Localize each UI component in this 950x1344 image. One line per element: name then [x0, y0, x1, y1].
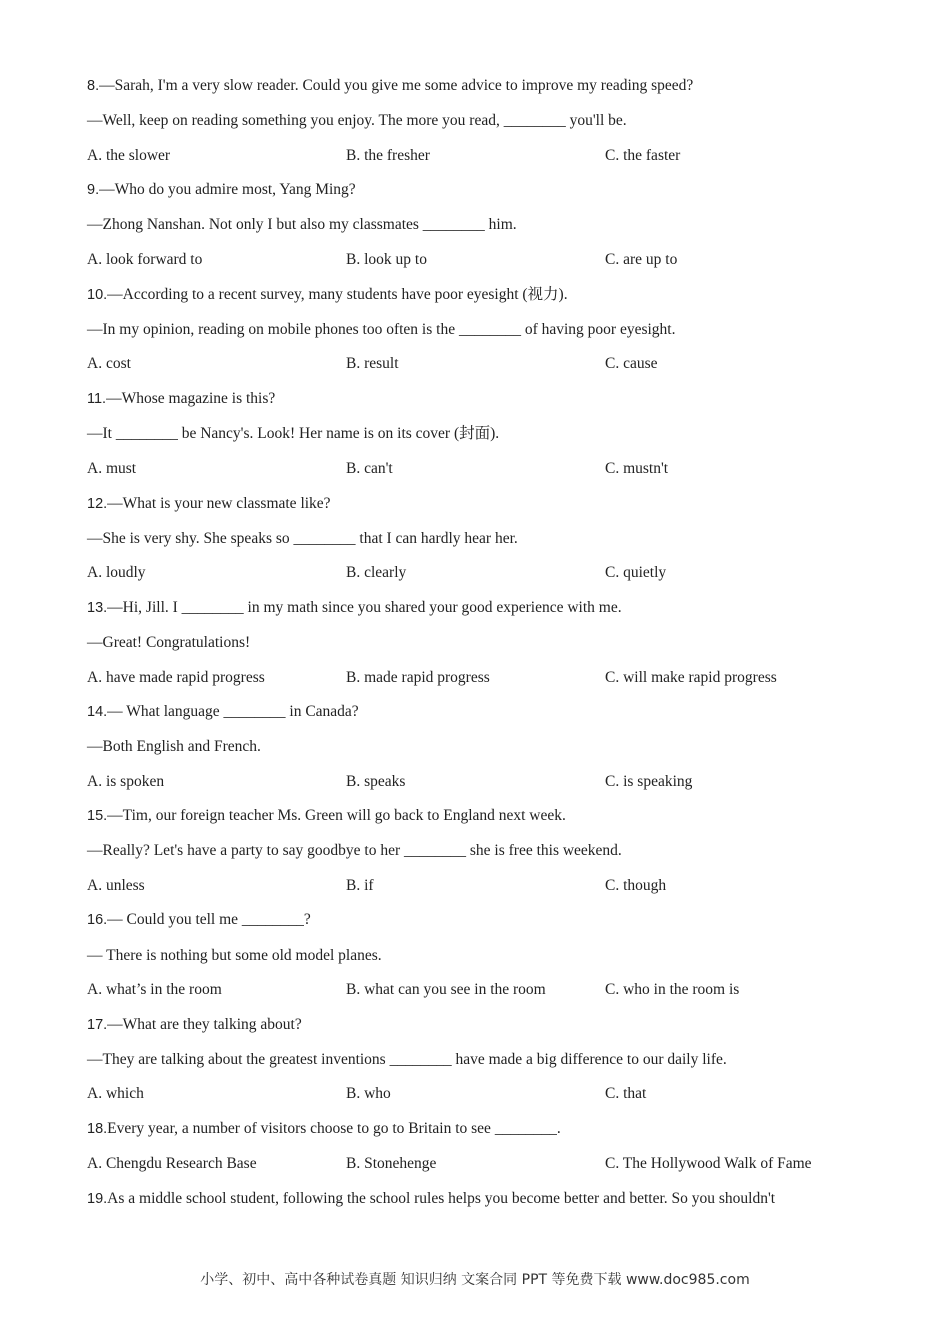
option-a: A. the slower	[87, 147, 171, 164]
option-b: B. Stonehenge	[346, 1155, 437, 1172]
answer-line: —In my opinion, reading on mobile phones too often is the ________ of having poor eyesight.	[87, 321, 676, 338]
question-number: 17.	[87, 1017, 108, 1033]
option-a: A. unless	[87, 877, 145, 894]
question-number: 19.	[87, 1191, 108, 1207]
question-10	[87, 285, 568, 305]
option-c: C. is speaking	[605, 773, 693, 790]
question-number: 13.	[87, 600, 108, 616]
question-text: —What are they talking about?	[107, 1016, 302, 1033]
option-b: B. can't	[346, 460, 393, 477]
question-text: Every year, a number of visitors choose to go to Britain to see ________.	[107, 1120, 561, 1137]
question-16	[87, 910, 311, 930]
option-a: A. have made rapid progress	[87, 669, 265, 686]
option-a: A. Chengdu Research Base	[87, 1155, 257, 1172]
option-c: C. quietly	[605, 564, 667, 581]
question-number: 11.	[87, 391, 107, 407]
question-17	[87, 1015, 302, 1035]
option-a: A. is spoken	[87, 773, 165, 790]
question-14	[87, 702, 359, 722]
answer-line: —It ________ be Nancy's. Look! Her name is on its cover (封面).	[87, 425, 500, 442]
answer-line: —She is very shy. She speaks so ________ that I can hardly hear her.	[87, 530, 518, 547]
option-a: A. loudly	[87, 564, 146, 581]
question-number: 12.	[87, 496, 108, 512]
answer-line: —Great! Congratulations!	[87, 634, 251, 651]
answer-line: — There is nothing but some old model planes.	[87, 947, 382, 964]
option-c: C. who in the room is	[605, 981, 740, 998]
question-number: 18.	[87, 1121, 108, 1137]
option-b: B. what can you see in the room	[346, 981, 546, 998]
question-number: 10.	[87, 287, 108, 303]
option-a: A. cost	[87, 355, 131, 372]
option-c: C. the faster	[605, 147, 681, 164]
option-c: C. cause	[605, 355, 658, 372]
option-c: C. that	[605, 1085, 647, 1102]
question-text: —What is your new classmate like?	[107, 495, 331, 512]
option-c: C. are up to	[605, 251, 678, 268]
option-c: C. will make rapid progress	[605, 669, 777, 686]
question-11	[87, 389, 275, 409]
option-c: C. though	[605, 877, 667, 894]
option-b: B. made rapid progress	[346, 669, 490, 686]
answer-line: —Zhong Nanshan. Not only I but also my classmates ________ him.	[87, 216, 517, 233]
answer-line: —They are talking about the greatest inventions ________ have made a big difference to our daily life.	[87, 1051, 727, 1068]
question-text: As a middle school student, following the school rules helps you become better and better. So you shouldn't	[107, 1190, 776, 1207]
answer-line: —Well, keep on reading something you enjoy. The more you read, ________ you'll be.	[87, 112, 627, 129]
question-number: 16.	[87, 912, 108, 928]
question-text: —According to a recent survey, many students have poor eyesight (视力).	[107, 286, 568, 303]
option-b: B. speaks	[346, 773, 406, 790]
question-9	[87, 180, 356, 200]
question-number: 14.	[87, 704, 108, 720]
question-text: —Hi, Jill. I ________ in my math since you shared your good experience with me.	[107, 599, 622, 616]
question-8	[87, 76, 693, 96]
page-footer: 小学、初中、高中各种试卷真题 知识归纳 文案合同 PPT 等免费下载 www.doc985.com	[200, 1272, 750, 1288]
option-b: B. if	[346, 877, 374, 894]
question-number: 9.	[87, 182, 100, 198]
question-text: —Tim, our foreign teacher Ms. Green will go back to England next week.	[107, 807, 566, 824]
option-c: C. The Hollywood Walk of Fame	[605, 1155, 812, 1172]
question-number: 8.	[87, 78, 100, 94]
option-b: B. result	[346, 355, 399, 372]
question-13	[87, 598, 622, 618]
option-a: A. must	[87, 460, 137, 477]
answer-line: —Both English and French.	[87, 738, 261, 755]
question-text: —Sarah, I'm a very slow reader. Could you give me some advice to improve my reading speed?	[99, 77, 694, 94]
option-a: A. look forward to	[87, 251, 203, 268]
question-text: —Who do you admire most, Yang Ming?	[99, 181, 356, 198]
question-19	[87, 1189, 775, 1209]
question-15	[87, 806, 566, 826]
question-12	[87, 494, 331, 514]
answer-line: —Really? Let's have a party to say goodbye to her ________ she is free this weekend.	[87, 842, 622, 859]
option-a: A. what’s in the room	[87, 981, 222, 998]
question-text: — What language ________ in Canada?	[107, 703, 359, 720]
question-text: —Whose magazine is this?	[106, 390, 276, 407]
option-b: B. who	[346, 1085, 391, 1102]
question-number: 15.	[87, 808, 108, 824]
option-b: B. the fresher	[346, 147, 430, 164]
option-b: B. clearly	[346, 564, 407, 581]
option-b: B. look up to	[346, 251, 427, 268]
question-18	[87, 1119, 561, 1139]
question-text: — Could you tell me ________?	[107, 911, 311, 928]
option-c: C. mustn't	[605, 460, 669, 477]
option-a: A. which	[87, 1085, 144, 1102]
